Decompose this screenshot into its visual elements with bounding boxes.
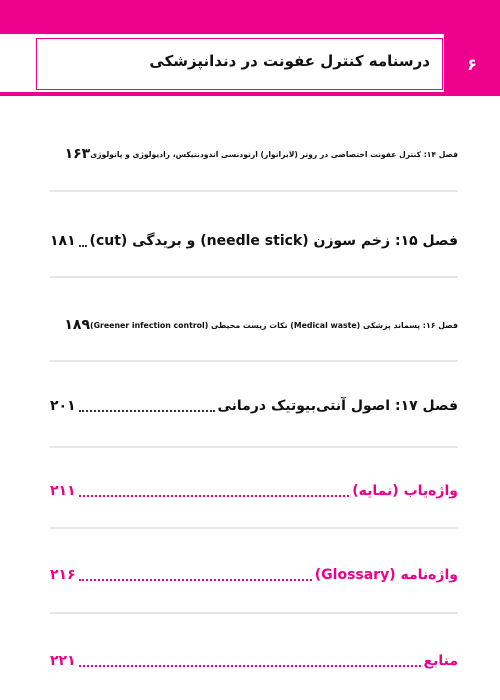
dot-leader — [79, 569, 312, 581]
divider — [50, 190, 458, 192]
toc-entry[interactable] — [50, 562, 458, 588]
dot-leader — [79, 655, 421, 667]
dot-leader — [79, 400, 215, 412]
toc-entry[interactable] — [50, 393, 458, 419]
toc-entry-label: فصل ۱۶: پسماند پزشکی (Medical waste) نکات زیست محیطی (Greener infection control) — [90, 320, 458, 330]
toc-entry[interactable] — [50, 141, 458, 167]
toc-entry-label: واژه‌یاب (نمایه) — [352, 483, 458, 499]
header-rule — [0, 92, 500, 96]
divider — [50, 446, 458, 448]
toc-entry-page: ۱۸۱ — [50, 233, 76, 249]
toc-entry[interactable] — [50, 648, 458, 674]
toc-entry-label: منابع — [423, 653, 458, 669]
toc-entry-page: ۲۰۱ — [50, 398, 76, 414]
dot-leader — [79, 235, 87, 247]
divider — [50, 276, 458, 278]
running-title: درسنامه کنترل عفونت در دندانپزشکی — [149, 52, 430, 70]
toc-entry-page: ۲۱۱ — [50, 483, 76, 499]
toc-entry-label: فصل ۱۴: کنترل عفونت اختصاصی در روتر (لابراتوار) ارتودنسی اندودنتیکس، رادیولوژی و پاتولوژی — [90, 149, 458, 159]
divider — [50, 360, 458, 362]
divider — [50, 527, 458, 529]
toc-entry-page: ۱۸۹ — [64, 317, 91, 333]
page-number: ۶ — [444, 34, 500, 94]
toc-entry-label: واژه‌نامه (Glossary) — [314, 567, 458, 583]
toc-entry-page: ۱۶۳ — [64, 146, 91, 162]
dot-leader — [79, 485, 350, 497]
toc-entry-label: فصل ۱۵: زخم سوزن (needle stick) و بریدگی (cut) — [89, 233, 458, 249]
toc-entry-page: ۲۲۱ — [50, 653, 76, 669]
toc-entry[interactable] — [50, 228, 458, 254]
divider — [50, 612, 458, 614]
toc-entry[interactable] — [50, 312, 458, 338]
toc-entry-label: فصل ۱۷: اصول آنتی‌بیوتیک درمانی — [217, 398, 458, 414]
top-color-bar — [0, 0, 500, 34]
toc-entry[interactable] — [50, 478, 458, 504]
toc-entry-page: ۲۱۶ — [50, 567, 76, 583]
